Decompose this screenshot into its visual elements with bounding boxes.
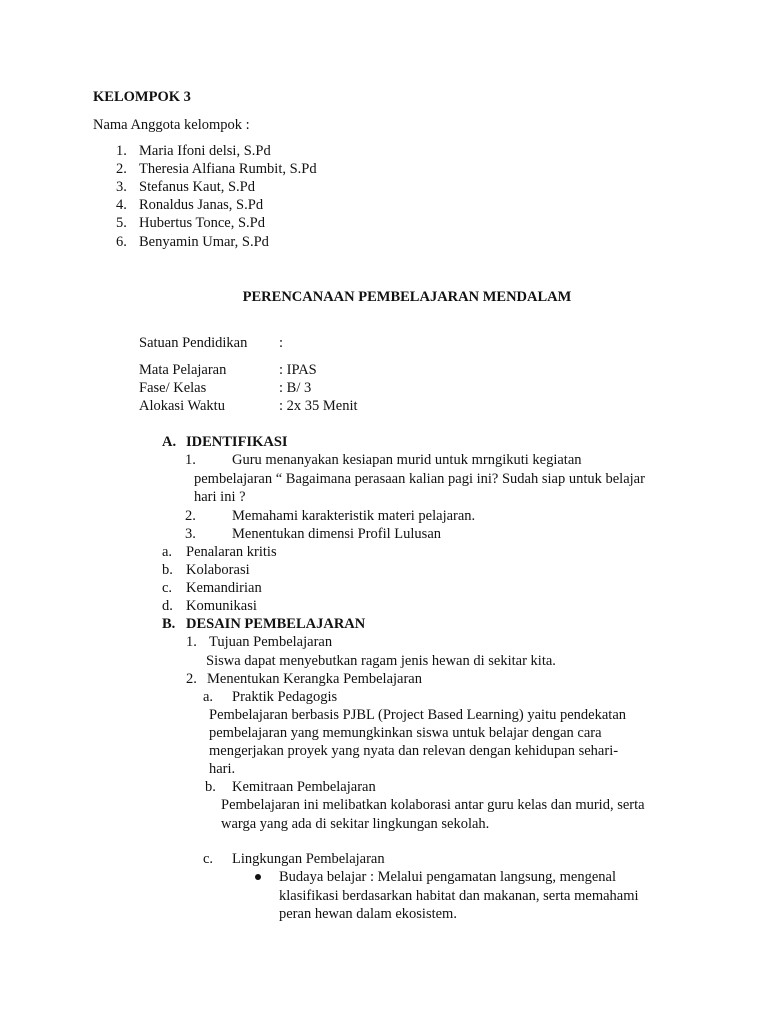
member-name: Maria Ifoni delsi, S.Pd	[139, 143, 271, 159]
sub-letter: b.	[205, 779, 216, 795]
item-title: Menentukan Kerangka Pembelajaran	[207, 671, 422, 687]
member-num: 5.	[116, 215, 127, 231]
item-num: 1.	[186, 634, 197, 650]
item-num: 1.	[185, 452, 196, 468]
member-name: Hubertus Tonce, S.Pd	[139, 215, 265, 231]
section-title: IDENTIFIKASI	[186, 434, 288, 450]
info-label: Fase/ Kelas	[139, 380, 207, 396]
info-value: :	[279, 335, 284, 351]
member-name: Benyamin Umar, S.Pd	[139, 234, 269, 250]
bullet-icon	[255, 874, 261, 880]
profil-letter: c.	[162, 580, 173, 596]
sub-title: Lingkungan Pembelajaran	[232, 851, 385, 867]
member-num: 4.	[116, 197, 127, 213]
info-label: Alokasi Waktu	[139, 398, 225, 414]
member-name: Ronaldus Janas, S.Pd	[139, 197, 264, 213]
member-name: Theresia Alfiana Rumbit, S.Pd	[139, 161, 317, 177]
profil-letter: d.	[162, 598, 173, 614]
item-text: Siswa dapat menyebutkan ragam jenis hewan di sekitar kita.	[206, 653, 556, 669]
bullet-text: Budaya belajar : Melalui pengamatan langsung, mengenal	[279, 869, 617, 885]
sub-letter: a.	[203, 689, 214, 705]
sub-text: Pembelajaran berbasis PJBL (Project Based Learning) yaitu pendekatan	[209, 707, 627, 723]
item-title: Tujuan Pembelajaran	[209, 634, 333, 650]
item-num: 3.	[185, 526, 196, 542]
member-num: 2.	[116, 161, 127, 177]
info-label: Satuan Pendidikan	[139, 335, 248, 351]
profil-text: Kemandirian	[186, 580, 262, 596]
sub-title: Praktik Pedagogis	[232, 689, 338, 705]
item-text: Memahami karakteristik materi pelajaran.	[232, 508, 476, 524]
info-label: Mata Pelajaran	[139, 362, 227, 378]
item-text: pembelajaran “ Bagaimana perasaan kalian pagi ini? Sudah siap untuk belajar	[194, 471, 645, 487]
item-text: Menentukan dimensi Profil Lulusan	[232, 526, 442, 542]
profil-letter: b.	[162, 562, 173, 578]
sub-letter: c.	[203, 851, 214, 867]
member-name: Stefanus Kaut, S.Pd	[139, 179, 255, 195]
info-value: : B/ 3	[279, 380, 312, 396]
item-num: 2.	[186, 671, 197, 687]
sub-text: hari.	[209, 761, 236, 777]
document-title: PERENCANAAN PEMBELAJARAN MENDALAM	[242, 289, 572, 305]
sub-text: pembelajaran yang memungkinkan siswa untuk belajar dengan cara	[209, 725, 602, 741]
profil-text: Komunikasi	[186, 598, 257, 614]
sub-text: warga yang ada di sekitar lingkungan sekolah.	[221, 816, 490, 832]
profil-text: Penalaran kritis	[186, 544, 277, 560]
item-text: Guru menanyakan kesiapan murid untuk mrngikuti kegiatan	[232, 452, 582, 468]
item-num: 2.	[185, 508, 196, 524]
sub-title: Kemitraan Pembelajaran	[232, 779, 376, 795]
profil-text: Kolaborasi	[186, 562, 250, 578]
sub-text: Pembelajaran ini melibatkan kolaborasi antar guru kelas dan murid, serta	[221, 797, 645, 813]
section-letter: B.	[162, 616, 176, 632]
item-text: hari ini ?	[194, 489, 246, 505]
info-value: : IPAS	[279, 362, 317, 378]
bullet-text: peran hewan dalam ekosistem.	[279, 906, 457, 922]
members-label: Nama Anggota kelompok :	[93, 117, 250, 133]
member-num: 3.	[116, 179, 127, 195]
bullet-text: klasifikasi berdasarkan habitat dan makanan, serta memahami	[279, 888, 639, 904]
member-num: 1.	[116, 143, 127, 159]
info-value: : 2x 35 Menit	[279, 398, 358, 414]
section-letter: A.	[162, 434, 177, 450]
group-title: KELOMPOK 3	[93, 89, 191, 105]
profil-letter: a.	[162, 544, 173, 560]
sub-text: mengerjakan proyek yang nyata dan relevan dengan kehidupan sehari-	[209, 743, 619, 759]
member-num: 6.	[116, 234, 127, 250]
section-title: DESAIN PEMBELAJARAN	[186, 616, 366, 632]
